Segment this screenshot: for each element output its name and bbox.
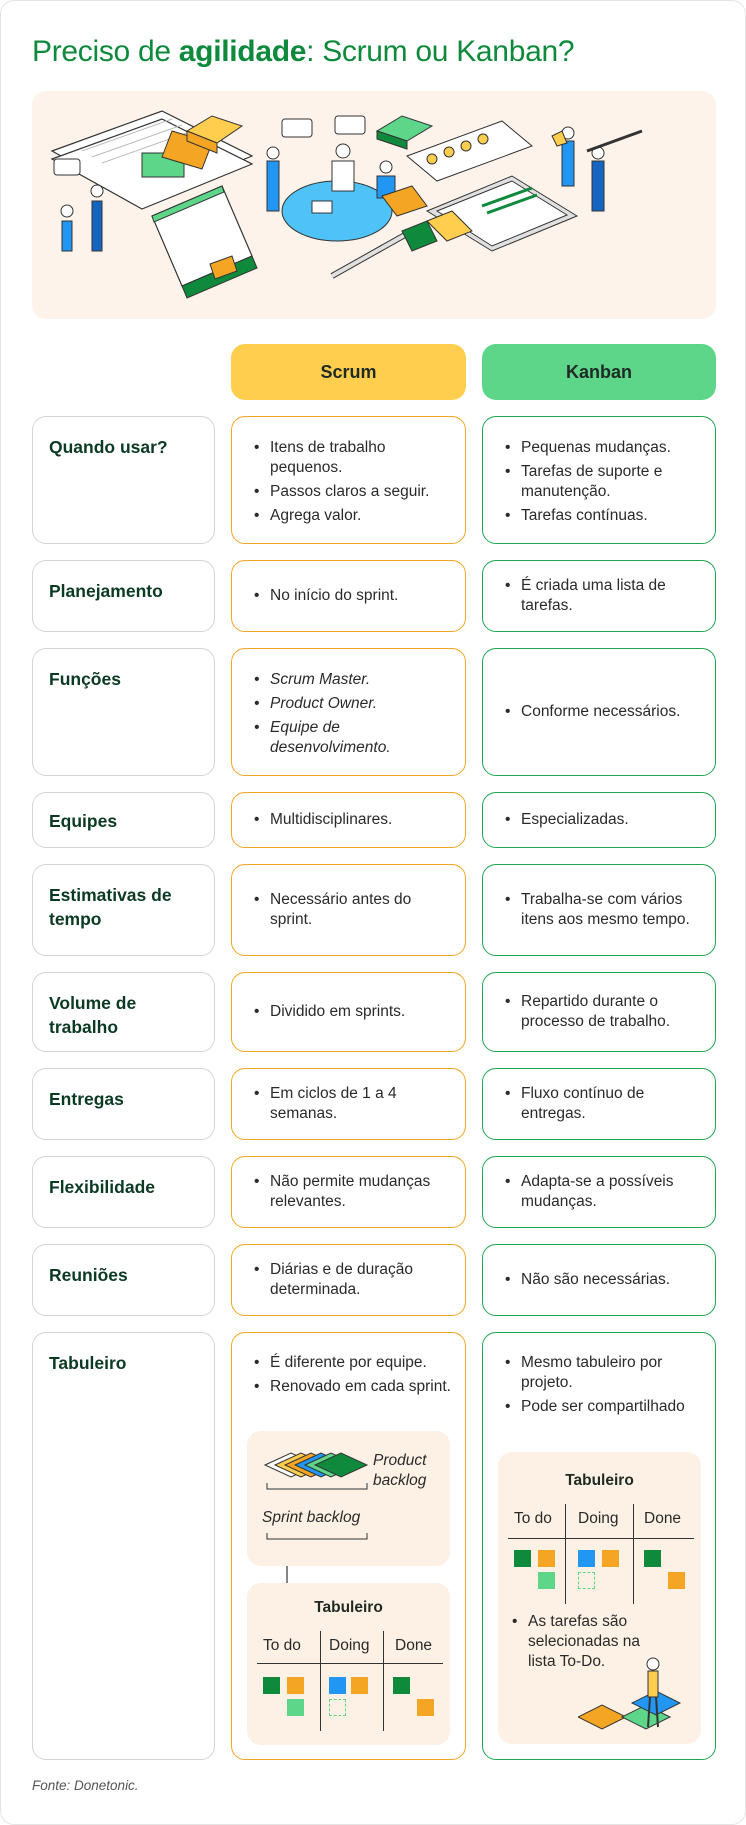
task-card	[287, 1699, 304, 1716]
list-item: • Equipe de desenvolvimento.	[254, 718, 451, 758]
kanban-cell-planning	[482, 560, 716, 632]
task-card	[538, 1572, 555, 1589]
row-label-time-estimates: Estimativas de tempo	[32, 864, 215, 956]
list-item: • Necessário antes do sprint.	[254, 890, 451, 930]
row-label-workload: Volume de trabalho	[32, 972, 215, 1052]
kanban-board-panel	[498, 1452, 701, 1744]
divider	[257, 1663, 443, 1664]
list-item: • Product Owner.	[254, 694, 451, 714]
task-card	[329, 1677, 346, 1694]
task-card	[644, 1550, 661, 1567]
list-item: • Tarefas de suporte e manutenção.	[505, 462, 701, 502]
column-header-kanban: Kanban	[482, 344, 716, 400]
list-item: • Mesmo tabuleiro por projeto.	[505, 1353, 701, 1393]
scrum-cell-roles	[231, 648, 466, 776]
list-item: • Conforme necessários.	[505, 702, 701, 722]
task-card	[668, 1572, 685, 1589]
kanban-cell-time-estimates	[482, 864, 716, 956]
list-item: • Renovado em cada sprint.	[254, 1377, 451, 1397]
divider	[565, 1504, 566, 1604]
scrum-board-col-doing: Doing	[329, 1637, 370, 1654]
list-item: • Dividido em sprints.	[254, 1002, 451, 1022]
task-card	[393, 1677, 410, 1694]
scrum-cell-teams	[231, 792, 466, 848]
list-item: • No início do sprint.	[254, 586, 451, 606]
row-label-deliveries: Entregas	[32, 1068, 215, 1140]
row-label-planning: Planejamento	[32, 560, 215, 632]
task-card	[514, 1550, 531, 1567]
task-card	[578, 1550, 595, 1567]
scrum-cell-when-to-use	[231, 416, 466, 544]
scrum-cell-flexibility	[231, 1156, 466, 1228]
kanban-board-title: Tabuleiro	[565, 1472, 634, 1489]
list-item: • Agrega valor.	[254, 506, 451, 526]
kanban-cell-workload	[482, 972, 716, 1052]
scrum-backlog-panel	[247, 1431, 450, 1566]
task-card-placeholder	[578, 1572, 595, 1589]
kanban-board-col-done: Done	[644, 1510, 682, 1527]
list-item: • Passos claros a seguir.	[254, 482, 451, 502]
row-label-when-to-use: Quando usar?	[32, 416, 215, 544]
task-card	[602, 1550, 619, 1567]
list-item: • Pode ser compartilhado	[505, 1397, 701, 1417]
kanban-cell-teams	[482, 792, 716, 848]
hero-illustration	[32, 91, 716, 319]
divider	[633, 1504, 634, 1604]
list-item: • É diferente por equipe.	[254, 1353, 451, 1373]
scrum-cell-workload	[231, 972, 466, 1052]
divider	[383, 1631, 384, 1731]
product-backlog-label: Product backlog	[373, 1452, 427, 1489]
page-title: Preciso de agilidade: Scrum ou Kanban?	[32, 35, 575, 68]
kanban-cell-meetings	[482, 1244, 716, 1316]
scrum-cell-deliveries	[231, 1068, 466, 1140]
task-card	[287, 1677, 304, 1694]
list-item: • Fluxo contínuo de entregas.	[505, 1084, 701, 1124]
task-card	[538, 1550, 555, 1567]
row-label-meetings: Reuniões	[32, 1244, 215, 1316]
list-item: • Adapta-se a possíveis mudanças.	[505, 1172, 701, 1212]
kanban-board-col-todo: To do	[514, 1510, 552, 1527]
row-label-board: Tabuleiro	[32, 1332, 215, 1760]
scrum-cell-planning	[231, 560, 466, 632]
list-item: • Pequenas mudanças.	[505, 438, 701, 458]
task-card	[263, 1677, 280, 1694]
kanban-board-col-doing: Doing	[578, 1510, 619, 1527]
list-item: • Especializadas.	[505, 810, 701, 830]
kanban-cell-roles	[482, 648, 716, 776]
list-item: • É criada uma lista de tarefas.	[505, 576, 701, 616]
task-card-placeholder	[329, 1699, 346, 1716]
divider	[320, 1631, 321, 1731]
task-card	[351, 1677, 368, 1694]
list-item: • Multidisciplinares.	[254, 810, 451, 830]
column-header-scrum: Scrum	[231, 344, 466, 400]
scrum-cell-meetings	[231, 1244, 466, 1316]
kanban-cell-flexibility	[482, 1156, 716, 1228]
scrum-board-panel	[247, 1583, 450, 1745]
kanban-cell-when-to-use	[482, 416, 716, 544]
row-label-flexibility: Flexibilidade	[32, 1156, 215, 1228]
task-card	[417, 1699, 434, 1716]
scrum-board-col-done: Done	[395, 1637, 433, 1654]
scrum-cell-time-estimates	[231, 864, 466, 956]
list-item: • Tarefas contínuas.	[505, 506, 701, 526]
sprint-backlog-label: Sprint backlog	[262, 1509, 361, 1526]
source-footer: Fonte: Donetonic.	[32, 1778, 139, 1793]
scrum-board-title: Tabuleiro	[314, 1599, 383, 1616]
list-item: • As tarefas são selecionadas na lista To-Do.	[512, 1613, 641, 1670]
list-item: • Scrum Master.	[254, 670, 451, 690]
row-label-teams: Equipes	[32, 792, 215, 848]
scrum-board-col-todo: To do	[263, 1637, 301, 1654]
divider	[508, 1538, 694, 1539]
list-item: • Itens de trabalho pequenos.	[254, 438, 451, 478]
list-item: • Não permite mudanças relevantes.	[254, 1172, 451, 1212]
list-item: • Em ciclos de 1 a 4 semanas.	[254, 1084, 451, 1124]
list-item: • Trabalha-se com vários itens aos mesmo tempo.	[505, 890, 701, 930]
row-label-roles: Funções	[32, 648, 215, 776]
list-item: • Repartido durante o processo de trabalho.	[505, 992, 701, 1032]
list-item: • Não são necessárias.	[505, 1270, 701, 1290]
list-item: • Diárias e de duração determinada.	[254, 1260, 451, 1300]
person-with-cards-icon	[578, 1647, 698, 1739]
kanban-cell-deliveries	[482, 1068, 716, 1140]
